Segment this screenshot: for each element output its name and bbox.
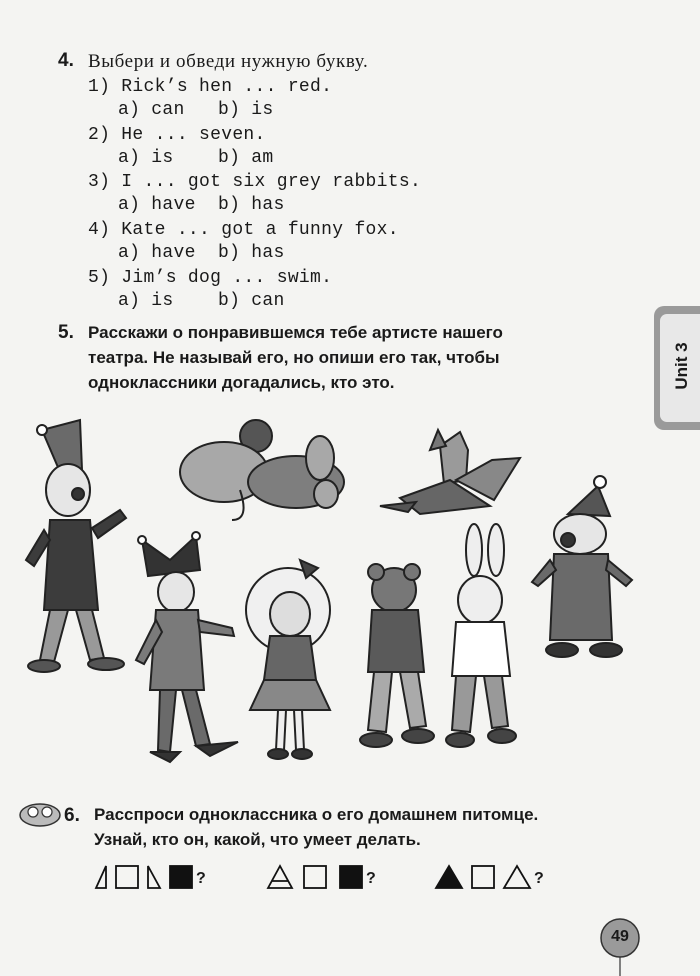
pair-work-icon	[18, 799, 62, 829]
task-4-instruction: Выбери и обведи нужную букву.	[88, 51, 369, 72]
option-a[interactable]: a) is	[118, 291, 174, 311]
question-1: 1) Rick’s hen ... red.	[88, 77, 333, 97]
unit-tab-label: Unit 3	[672, 342, 691, 390]
question-3: 3) I ... got six grey rabbits.	[88, 172, 422, 192]
option-a[interactable]: a) is	[118, 148, 174, 168]
option-b[interactable]: b) is	[218, 100, 274, 120]
question-5: 5) Jim’s dog ... swim.	[88, 268, 333, 288]
page-number: 49	[611, 928, 629, 945]
question-mark: ?	[196, 870, 206, 887]
question-mark: ?	[366, 870, 376, 887]
jester-figure	[136, 532, 238, 762]
task-6-line: Расспроси одноклассника о его домашнем питомце.	[94, 805, 539, 824]
options-4	[118, 243, 285, 263]
shape-sequences-drawing	[92, 862, 562, 894]
bear-figure	[360, 564, 434, 747]
option-a[interactable]: a) can	[118, 100, 185, 120]
page-number-badge	[598, 916, 642, 976]
task-5-line: Расскажи о понравившемся тебе артисте нашего	[88, 323, 503, 342]
balloon-icon	[598, 916, 642, 976]
filled-square-icon	[170, 866, 192, 888]
option-b[interactable]: b) has	[218, 195, 285, 215]
question-4: 4) Kate ... got a funny fox.	[88, 220, 399, 240]
question-mark: ?	[534, 870, 544, 887]
task-6-number: 6.	[64, 805, 80, 826]
rabbit-figure	[446, 524, 516, 747]
half-triangle-icon	[96, 866, 106, 888]
clown-right-figure	[532, 476, 632, 657]
option-b[interactable]: b) can	[218, 291, 285, 311]
filled-triangle-icon	[436, 866, 462, 888]
option-b[interactable]: b) has	[218, 243, 285, 263]
options-5	[118, 291, 285, 311]
fox-figure	[380, 430, 520, 514]
options-3	[118, 195, 285, 215]
options-1	[118, 100, 274, 120]
question-2: 2) He ... seven.	[88, 125, 266, 145]
task-6-text	[94, 802, 538, 852]
option-b[interactable]: b) am	[218, 148, 274, 168]
options-2	[118, 148, 274, 168]
girl-figure	[246, 560, 330, 759]
striped-triangle-icon	[268, 866, 292, 888]
shape-sequences	[92, 862, 562, 894]
option-a[interactable]: a) have	[118, 195, 196, 215]
task-5-number: 5.	[58, 322, 74, 343]
characters-illustration	[20, 410, 680, 780]
square-icon	[472, 866, 494, 888]
task-5-text	[88, 320, 628, 395]
clown-figure	[26, 420, 126, 672]
elephant-figure	[180, 420, 344, 520]
option-a[interactable]: a) have	[118, 243, 196, 263]
half-triangle-icon	[148, 866, 160, 888]
square-icon	[116, 866, 138, 888]
filled-square-icon	[340, 866, 362, 888]
unit-tab-inner	[660, 314, 700, 422]
task-5-line: одноклассники догадались, кто это.	[88, 373, 395, 392]
square-icon	[304, 866, 326, 888]
triangle-icon	[504, 866, 530, 888]
task-5-line: театра. Не называй его, но опиши его так, чтобы	[88, 348, 500, 367]
task-6-line: Узнай, кто он, какой, что умеет делать.	[94, 830, 421, 849]
task-4-number: 4.	[58, 50, 74, 71]
